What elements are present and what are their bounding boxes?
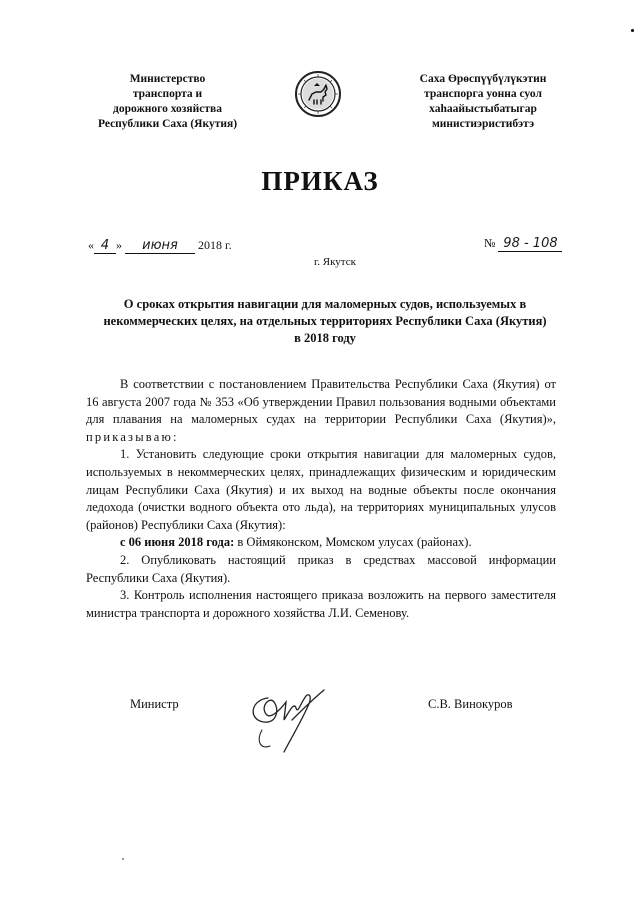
header-line: хаһаайыстыбатыгар <box>429 103 537 115</box>
coat-of-arms-emblem <box>294 70 342 118</box>
order-body <box>86 376 556 622</box>
header-line: транспорга уонна суол <box>424 88 542 100</box>
paragraph-item-3: 3. Контроль исполнения настоящего приказа возложить на первого заместителя министра транспорта и дорожного хозяйства Л.И. Семенову. <box>86 588 556 620</box>
scan-speck <box>122 858 124 860</box>
number-value: 98 - 108 <box>498 236 562 252</box>
signatory-role: Министр <box>130 697 179 711</box>
date-open-quote: « <box>88 238 94 252</box>
paragraph-item-2: 2. Опубликовать настоящий приказ в средствах массовой информации Республики Саха (Якутия). <box>86 552 556 585</box>
date-day: 4 <box>94 238 116 254</box>
header-line: дорожного хозяйства <box>113 103 222 115</box>
number-label: № <box>484 236 496 250</box>
order-date <box>88 238 232 254</box>
header-line: министиэристибэтэ <box>431 118 535 130</box>
paragraph-item-1: 1. Установить следующие сроки открытия навигации для маломерных судов, используемых в некоммерческих целях, принадлежащих физическим и юридическим лицам Республики Саха (Якутия) и их выход на водные объекты после окончания ледохода (очистки водного объекта ото льда), на территориях муниципальных улусов (районов) Республики Саха (Якутия): <box>86 447 556 532</box>
date-bold: с 06 июня 2018 года: <box>120 535 235 550</box>
paragraph-intro <box>86 376 556 446</box>
header-line: Республики Саха (Якутия) <box>97 118 238 130</box>
paragraph-date <box>86 534 556 552</box>
intro-text: В соответствии с постановлением Правительства Республики Саха (Якутия) от 16 августа 2007 года № 353 «Об утверждении Правил пользования водными объектами для плавания на маломерных судах на территории Республики Саха (Якутия)», <box>86 377 556 427</box>
date-close-quote: » <box>116 238 122 252</box>
city-line: г. Якутск <box>314 256 356 268</box>
date-rest: в Оймяконском, Момском улусах (районах). <box>234 535 472 550</box>
header-line: Саха Өрөспүүбүлүкэтин <box>419 73 547 85</box>
document-title: ПРИКАЗ <box>261 166 379 196</box>
date-month: июня <box>125 238 195 254</box>
ministry-header-russian <box>70 72 265 132</box>
ministry-header-sakha <box>378 72 588 132</box>
order-number <box>484 236 562 252</box>
signatory-name: С.В. Винокуров <box>428 697 513 711</box>
scan-speck <box>631 29 634 32</box>
order-subject: О сроках открытия навигации для маломерных судов, используемых в некоммерческих целях, на отдельных территориях Республики Саха (Якутия) в 2018 году <box>103 297 547 345</box>
order-verb: приказываю: <box>86 429 179 444</box>
handwritten-signature <box>240 680 340 760</box>
date-year: 2018 г. <box>198 238 232 252</box>
header-line: Министерство <box>129 73 206 85</box>
header-line: транспорта и <box>132 88 203 100</box>
